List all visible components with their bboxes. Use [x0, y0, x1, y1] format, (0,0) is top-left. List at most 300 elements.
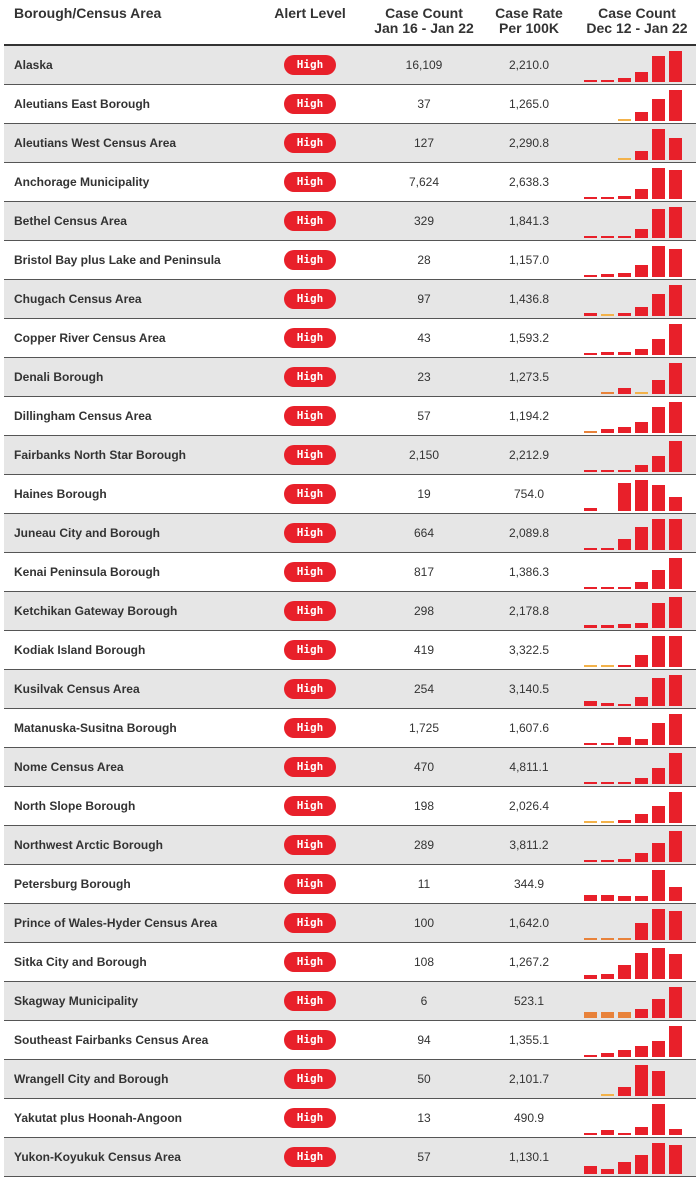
row-case-count: 419 [413, 643, 435, 657]
sparkline-bar [584, 197, 597, 199]
table-row[interactable] [4, 319, 696, 358]
row-name: North Slope Borough [14, 799, 136, 813]
sparkline-bar [669, 887, 682, 901]
table-row[interactable] [4, 46, 696, 85]
row-case-rate: 344.9 [513, 877, 545, 891]
sparkline-bar [601, 392, 614, 394]
row-case-rate: 2,178.8 [508, 604, 550, 618]
row-case-rate: 1,273.5 [508, 370, 550, 384]
row-sparkline [584, 945, 688, 979]
table-header [4, 0, 696, 46]
sparkline-bar [601, 665, 614, 667]
alert-badge: High [284, 718, 336, 738]
alert-badge: High [284, 835, 336, 855]
row-case-rate: 2,210.0 [508, 58, 550, 72]
row-case-count: 108 [413, 955, 435, 969]
row-case-count: 94 [417, 1033, 431, 1047]
header-case-rate[interactable] [482, 6, 576, 36]
sparkline-bar [669, 597, 682, 628]
row-case-rate: 3,811.2 [509, 838, 549, 852]
row-case-rate: 1,841.3 [508, 214, 550, 228]
table-row[interactable] [4, 1099, 696, 1138]
row-case-count: 470 [413, 760, 435, 774]
sparkline-bar [669, 636, 682, 667]
sparkline-bar [601, 703, 614, 706]
row-sparkline [584, 87, 688, 121]
sparkline-bar [669, 138, 682, 160]
sparkline-bar [618, 1050, 631, 1057]
sparkline-bar [635, 229, 648, 238]
table-row[interactable] [4, 709, 696, 748]
sparkline-bar [584, 1166, 597, 1174]
row-case-rate: 2,638.3 [508, 175, 550, 189]
row-name: Kodiak Island Borough [14, 643, 146, 657]
sparkline-bar [635, 527, 648, 550]
sparkline-bar [635, 349, 648, 355]
sparkline-bar [652, 129, 665, 160]
sparkline-bar [652, 678, 665, 706]
sparkline-bar [601, 80, 614, 82]
sparkline-bar [669, 753, 682, 784]
sparkline-bar [652, 636, 665, 667]
table-row[interactable] [4, 85, 696, 124]
table-row[interactable] [4, 592, 696, 631]
header-case-rate-title: Case Rate [495, 5, 563, 21]
row-name: Sitka City and Borough [14, 955, 147, 969]
alert-badge: High [284, 250, 336, 270]
row-case-count: 16,109 [405, 58, 443, 72]
sparkline-bar [652, 246, 665, 277]
row-sparkline [584, 1023, 688, 1057]
sparkline-bar [584, 782, 597, 784]
sparkline-bar [635, 1046, 648, 1057]
row-case-rate: 1,267.2 [508, 955, 550, 969]
row-case-count: 1,725 [408, 721, 440, 735]
row-case-count: 19 [417, 487, 431, 501]
sparkline-bar [584, 313, 597, 316]
table-row[interactable] [4, 826, 696, 865]
row-case-rate: 1,157.0 [508, 253, 550, 267]
table-row[interactable] [4, 397, 696, 436]
sparkline-bar [601, 860, 614, 862]
header-case-count[interactable] [362, 6, 486, 36]
table-row[interactable] [4, 748, 696, 787]
alert-badge: High [284, 94, 336, 114]
row-name: Aleutians West Census Area [14, 136, 177, 150]
sparkline-bar [669, 324, 682, 355]
sparkline-bar [635, 480, 648, 511]
sparkline-bar [669, 441, 682, 472]
header-case-rate-unit: Per 100K [499, 20, 559, 36]
table-row[interactable] [4, 436, 696, 475]
sparkline-bar [601, 429, 614, 433]
sparkline-bar [601, 352, 614, 355]
sparkline-bar [669, 831, 682, 862]
sparkline-bar [669, 497, 682, 511]
table-row[interactable] [4, 280, 696, 319]
sparkline-bar [669, 792, 682, 823]
alert-badge: High [284, 328, 336, 348]
row-case-count: 13 [417, 1111, 431, 1125]
sparkline-bar [618, 352, 631, 355]
sparkline-bar [618, 483, 631, 511]
sparkline-bar [635, 953, 648, 979]
row-name: Matanuska-Susitna Borough [14, 721, 177, 735]
row-case-count: 127 [413, 136, 435, 150]
sparkline-bar [635, 1065, 648, 1096]
alert-badge: High [284, 289, 336, 309]
row-case-rate: 523.1 [513, 994, 545, 1008]
row-case-count: 97 [417, 292, 431, 306]
row-name: Skagway Municipality [14, 994, 139, 1008]
sparkline-bar [635, 422, 648, 433]
sparkline-bar [618, 782, 631, 784]
row-sparkline [584, 906, 688, 940]
row-name: Copper River Census Area [14, 331, 166, 345]
sparkline-bar [652, 1041, 665, 1057]
sparkline-bar [669, 90, 682, 121]
row-case-count: 664 [413, 526, 435, 540]
row-name: Juneau City and Borough [14, 526, 161, 540]
row-sparkline [584, 711, 688, 745]
sparkline-bar [618, 737, 631, 745]
row-case-count: 50 [417, 1072, 431, 1086]
sparkline-bar [601, 1130, 614, 1135]
alert-badge: High [284, 1108, 336, 1128]
table-row[interactable] [4, 514, 696, 553]
sparkline-bar [635, 465, 648, 472]
row-name: Kenai Peninsula Borough [14, 565, 161, 579]
row-sparkline [584, 867, 688, 901]
sparkline-bar [601, 470, 614, 472]
row-name: Kusilvak Census Area [14, 682, 140, 696]
row-sparkline [584, 360, 688, 394]
alert-badge: High [284, 952, 336, 972]
row-name: Dillingham Census Area [14, 409, 152, 423]
row-case-rate: 2,101.7 [508, 1072, 550, 1086]
alert-badge: High [284, 523, 336, 543]
row-case-rate: 2,089.8 [508, 526, 550, 540]
table-row[interactable] [4, 631, 696, 670]
row-name: Southeast Fairbanks Census Area [14, 1033, 209, 1047]
row-case-count: 100 [413, 916, 435, 930]
sparkline-bar [652, 768, 665, 784]
sparkline-bar [669, 1026, 682, 1057]
sparkline-bar [635, 778, 648, 784]
row-case-count: 817 [413, 565, 435, 579]
sparkline-bar [618, 1162, 631, 1174]
sparkline-bar [601, 587, 614, 589]
sparkline-bar [669, 675, 682, 706]
sparkline-bar [652, 1143, 665, 1174]
sparkline-bar [635, 72, 648, 82]
sparkline-bar [669, 519, 682, 550]
sparkline-bar [618, 965, 631, 979]
row-case-rate: 1,386.3 [508, 565, 550, 579]
sparkline-bar [652, 870, 665, 901]
table-row[interactable] [4, 241, 696, 280]
row-name: Yukon-Koyukuk Census Area [14, 1150, 181, 1164]
table-row[interactable] [4, 904, 696, 943]
alert-badge: High [284, 1069, 336, 1089]
header-alert-level[interactable]: Alert Level [274, 5, 346, 21]
sparkline-bar [618, 1012, 631, 1018]
alert-badge: High [284, 757, 336, 777]
row-case-count: 37 [417, 97, 431, 111]
sparkline-bar [652, 999, 665, 1018]
row-sparkline [584, 399, 688, 433]
table-row[interactable] [4, 670, 696, 709]
row-case-rate: 1,265.0 [508, 97, 550, 111]
row-case-rate: 1,436.8 [508, 292, 550, 306]
row-case-rate: 4,811.1 [509, 760, 549, 774]
row-name: Bristol Bay plus Lake and Peninsula [14, 253, 221, 267]
sparkline-bar [618, 624, 631, 628]
sparkline-bar [618, 313, 631, 316]
header-sparkline-title: Case Count [598, 5, 676, 21]
row-case-count: 57 [417, 409, 431, 423]
alert-level-table [4, 0, 696, 1177]
table-row[interactable] [4, 1021, 696, 1060]
sparkline-bar [652, 56, 665, 82]
sparkline-bar [652, 1071, 665, 1096]
sparkline-bar [618, 236, 631, 238]
sparkline-bar [669, 987, 682, 1018]
sparkline-bar [635, 112, 648, 121]
row-name: Yakutat plus Hoonah-Angoon [14, 1111, 182, 1125]
row-sparkline [584, 1101, 688, 1135]
row-name: Haines Borough [14, 487, 107, 501]
row-sparkline [584, 321, 688, 355]
alert-badge: High [284, 796, 336, 816]
sparkline-bar [618, 196, 631, 199]
sparkline-bar [601, 821, 614, 823]
sparkline-bar [669, 558, 682, 589]
sparkline-bar [669, 363, 682, 394]
sparkline-bar [618, 78, 631, 82]
table-row[interactable] [4, 1138, 696, 1177]
row-name: Aleutians East Borough [14, 97, 151, 111]
row-sparkline [584, 165, 688, 199]
row-case-rate: 2,290.8 [508, 136, 550, 150]
table-row[interactable] [4, 124, 696, 163]
row-sparkline [584, 750, 688, 784]
sparkline-bar [635, 697, 648, 706]
sparkline-bar [584, 860, 597, 862]
row-sparkline [584, 789, 688, 823]
row-sparkline [584, 282, 688, 316]
sparkline-bar [584, 665, 597, 667]
alert-badge: High [284, 640, 336, 660]
sparkline-bar [601, 938, 614, 940]
sparkline-bar [584, 587, 597, 589]
sparkline-bar [584, 236, 597, 238]
table-row[interactable] [4, 358, 696, 397]
sparkline-bar [635, 151, 648, 160]
row-sparkline [584, 438, 688, 472]
row-sparkline [584, 984, 688, 1018]
table-row[interactable] [4, 202, 696, 241]
sparkline-bar [584, 80, 597, 82]
sparkline-bar [652, 339, 665, 355]
sparkline-bar [601, 1012, 614, 1018]
sparkline-bar [584, 938, 597, 940]
table-row[interactable] [4, 553, 696, 592]
alert-badge: High [284, 211, 336, 231]
row-name: Bethel Census Area [14, 214, 127, 228]
sparkline-bar [601, 314, 614, 316]
row-case-rate: 490.9 [513, 1111, 545, 1125]
row-case-count: 2,150 [408, 448, 440, 462]
sparkline-bar [652, 570, 665, 589]
alert-badge: High [284, 1147, 336, 1167]
header-sparkline-range: Dec 12 - Jan 22 [586, 20, 688, 36]
row-case-count: 57 [417, 1150, 431, 1164]
sparkline-bar [584, 508, 597, 511]
sparkline-bar [669, 249, 682, 277]
sparkline-bar [652, 843, 665, 862]
header-case-count-range: Jan 16 - Jan 22 [374, 20, 474, 36]
sparkline-bar [652, 723, 665, 745]
sparkline-bar [635, 655, 648, 667]
row-name: Alaska [14, 58, 53, 72]
sparkline-bar [601, 197, 614, 199]
sparkline-bar [601, 1169, 614, 1174]
sparkline-bar [584, 275, 597, 277]
row-sparkline [584, 243, 688, 277]
sparkline-bar [669, 402, 682, 433]
sparkline-bar [652, 407, 665, 433]
sparkline-bar [669, 911, 682, 940]
sparkline-bar [601, 274, 614, 277]
sparkline-bar [618, 388, 631, 394]
header-sparkline [582, 6, 692, 36]
sparkline-bar [669, 285, 682, 316]
table-row[interactable] [4, 865, 696, 904]
sparkline-bar [618, 1087, 631, 1096]
row-case-rate: 1,607.6 [508, 721, 550, 735]
sparkline-bar [669, 51, 682, 82]
row-case-rate: 754.0 [513, 487, 545, 501]
table-row[interactable] [4, 787, 696, 826]
sparkline-bar [652, 485, 665, 511]
sparkline-bar [618, 119, 631, 121]
row-case-rate: 3,140.5 [508, 682, 550, 696]
row-case-count: 11 [417, 877, 431, 891]
row-sparkline [584, 516, 688, 550]
sparkline-bar [584, 895, 597, 901]
row-name: Ketchikan Gateway Borough [14, 604, 178, 618]
row-case-count: 298 [413, 604, 435, 618]
table-body [4, 46, 696, 1177]
row-sparkline [584, 477, 688, 511]
alert-badge: High [284, 991, 336, 1011]
table-row[interactable] [4, 475, 696, 514]
sparkline-bar [618, 704, 631, 706]
row-case-count: 6 [420, 994, 428, 1008]
row-case-count: 329 [413, 214, 435, 228]
sparkline-bar [584, 701, 597, 706]
row-case-rate: 1,130.1 [508, 1150, 550, 1164]
sparkline-bar [635, 623, 648, 628]
sparkline-bar [635, 392, 648, 394]
row-case-rate: 2,212.9 [508, 448, 550, 462]
row-case-count: 198 [413, 799, 435, 813]
sparkline-bar [584, 431, 597, 433]
row-case-rate: 2,026.4 [508, 799, 550, 813]
row-sparkline [584, 633, 688, 667]
sparkline-bar [669, 1145, 682, 1174]
sparkline-bar [601, 1053, 614, 1057]
table-row[interactable] [4, 943, 696, 982]
sparkline-bar [601, 625, 614, 628]
alert-badge: High [284, 172, 336, 192]
row-sparkline [584, 204, 688, 238]
sparkline-bar [584, 1055, 597, 1057]
sparkline-bar [618, 938, 631, 940]
sparkline-bar [635, 582, 648, 589]
sparkline-bar [584, 1012, 597, 1018]
sparkline-bar [618, 470, 631, 472]
sparkline-bar [635, 739, 648, 745]
table-row[interactable] [4, 1060, 696, 1099]
row-case-count: 23 [417, 370, 431, 384]
row-case-count: 254 [413, 682, 435, 696]
table-row[interactable] [4, 163, 696, 202]
row-case-count: 289 [413, 838, 435, 852]
sparkline-bar [652, 168, 665, 199]
sparkline-bar [618, 1133, 631, 1135]
sparkline-bar [652, 456, 665, 472]
alert-badge: High [284, 562, 336, 582]
header-borough[interactable]: Borough/Census Area [14, 5, 162, 21]
row-sparkline [584, 48, 688, 82]
sparkline-bar [652, 380, 665, 394]
sparkline-bar [652, 519, 665, 550]
sparkline-bar [635, 814, 648, 823]
sparkline-bar [635, 853, 648, 862]
sparkline-bar [618, 587, 631, 589]
row-name: Anchorage Municipality [14, 175, 150, 189]
sparkline-bar [669, 1129, 682, 1135]
sparkline-bar [652, 909, 665, 940]
sparkline-bar [584, 625, 597, 628]
alert-badge: High [284, 679, 336, 699]
row-name: Petersburg Borough [14, 877, 131, 891]
sparkline-bar [584, 743, 597, 745]
sparkline-bar [669, 954, 682, 979]
row-case-rate: 3,322.5 [508, 643, 550, 657]
sparkline-bar [584, 821, 597, 823]
table-row[interactable] [4, 982, 696, 1021]
row-name: Fairbanks North Star Borough [14, 448, 187, 462]
sparkline-bar [635, 1155, 648, 1174]
sparkline-bar [635, 265, 648, 277]
alert-badge: High [284, 445, 336, 465]
sparkline-bar [652, 806, 665, 823]
row-name: Nome Census Area [14, 760, 124, 774]
row-case-rate: 1,642.0 [508, 916, 550, 930]
row-case-rate: 1,194.2 [508, 409, 550, 423]
sparkline-bar [618, 158, 631, 160]
sparkline-bar [635, 189, 648, 199]
row-name: Wrangell City and Borough [14, 1072, 169, 1086]
sparkline-bar [584, 975, 597, 979]
sparkline-bar [652, 209, 665, 238]
row-sparkline [584, 1062, 688, 1096]
sparkline-bar [601, 548, 614, 550]
alert-badge: High [284, 406, 336, 426]
